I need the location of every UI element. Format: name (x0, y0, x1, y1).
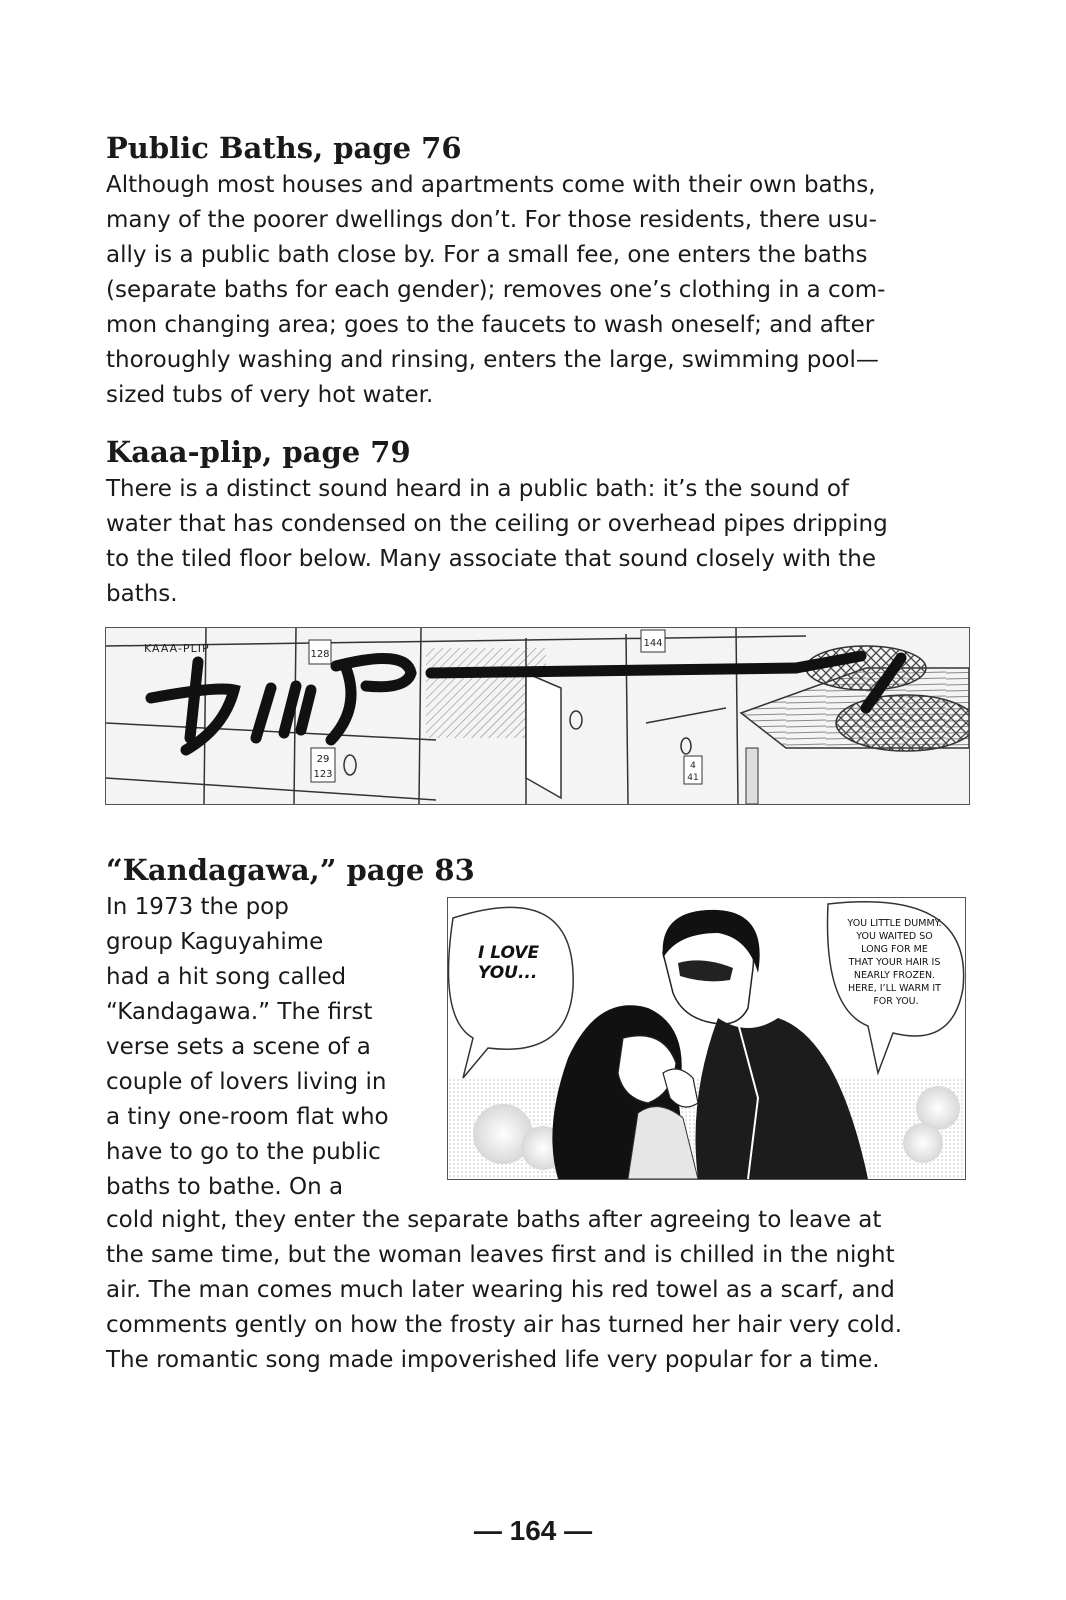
locker-number: 4 (690, 761, 696, 771)
bubble-right-line: THAT YOUR HAIR IS (848, 957, 941, 968)
text-line: to the tiled floor below. Many associate that sound closely with the (106, 546, 876, 572)
text-line: many of the poorer dwellings don’t. For those residents, there usu- (106, 207, 877, 233)
text-line: have to go to the public (106, 1139, 381, 1165)
section-heading-kaaa-plip: Kaaa-plip, page 79 (106, 435, 411, 469)
svg-text:YOU LITTLE DUMMY. YOU WA (846, 918, 944, 1007)
section-body-public-baths (106, 168, 885, 413)
text-line: comments gently on how the frosty air has turned her hair very cold. (106, 1312, 903, 1338)
text-line: had a hit song called (106, 964, 347, 990)
bubble-right-line: NEARLY FROZEN. (853, 970, 936, 981)
bubble-right-line: HERE, I’LL WARM IT (847, 983, 941, 994)
text-line: (separate baths for each gender); removes one’s clothing in a com- (106, 277, 886, 303)
manga-panel-lockers (105, 627, 970, 805)
text-line: cold night, they enter the separate baths after agreeing to leave at (106, 1207, 882, 1233)
text-line: couple of lovers living in (106, 1069, 387, 1095)
text-line: group Kaguyahime (106, 929, 324, 955)
text-line: “Kandagawa.” The first (106, 999, 373, 1025)
bubble-left-line: I LOVE (478, 943, 540, 963)
bubble-left-line: YOU... (478, 963, 538, 983)
section-heading-kandagawa: “Kandagawa,” page 83 (106, 853, 475, 887)
text-line: Although most houses and apartments come with their own baths, (106, 172, 876, 198)
section-body-kandagawa-full-width (106, 1203, 902, 1378)
locker-number: 128 (310, 649, 330, 660)
text-line: a tiny one-room flat who (106, 1104, 389, 1130)
bubble-right-line: YOU WAITED SO (856, 931, 933, 942)
section-heading-public-baths: Public Baths, page 76 (106, 131, 462, 165)
text-line: verse sets a scene of a (106, 1034, 371, 1060)
locker-number: 41 (687, 773, 699, 783)
text-line: There is a distinct sound heard in a public bath: it’s the sound of (106, 476, 850, 502)
text-line: In 1973 the pop (106, 894, 289, 920)
locker-number: 144 (643, 638, 663, 649)
bubble-right-line: FOR YOU. (873, 996, 919, 1007)
text-line: mon changing area; goes to the faucets to wash oneself; and after (106, 312, 875, 338)
text-line: water that has condensed on the ceiling or overhead pipes dripping (106, 511, 888, 537)
manga-panel-couple (447, 897, 966, 1180)
sfx-label: KAAA-PLIP (144, 642, 210, 655)
text-line: baths. (106, 581, 178, 607)
text-line: air. The man comes much later wearing his red towel as a scarf, and (106, 1277, 895, 1303)
locker-number: 123 (313, 769, 333, 780)
section-body-kaaa-plip (106, 472, 888, 612)
text-line: the same time, but the woman leaves first and is chilled in the night (106, 1242, 895, 1268)
text-line: sized tubs of very hot water. (106, 382, 434, 408)
text-line: The romantic song made impoverished life very popular for a time. (106, 1347, 880, 1373)
section-body-kandagawa-beside-image (106, 890, 389, 1205)
svg-text:I LOVE YOU... (478, 943, 545, 983)
page-number: — 164 — (473, 1515, 593, 1546)
locker-number: 29 (316, 754, 330, 765)
text-line: ally is a public bath close by. For a small fee, one enters the baths (106, 242, 868, 268)
text-line: baths to bathe. On a (106, 1174, 344, 1200)
bubble-right-line: LONG FOR ME (861, 944, 928, 955)
text-line: thoroughly washing and rinsing, enters the large, swimming pool— (106, 347, 879, 373)
bubble-right-line: YOU LITTLE DUMMY. (847, 918, 942, 929)
